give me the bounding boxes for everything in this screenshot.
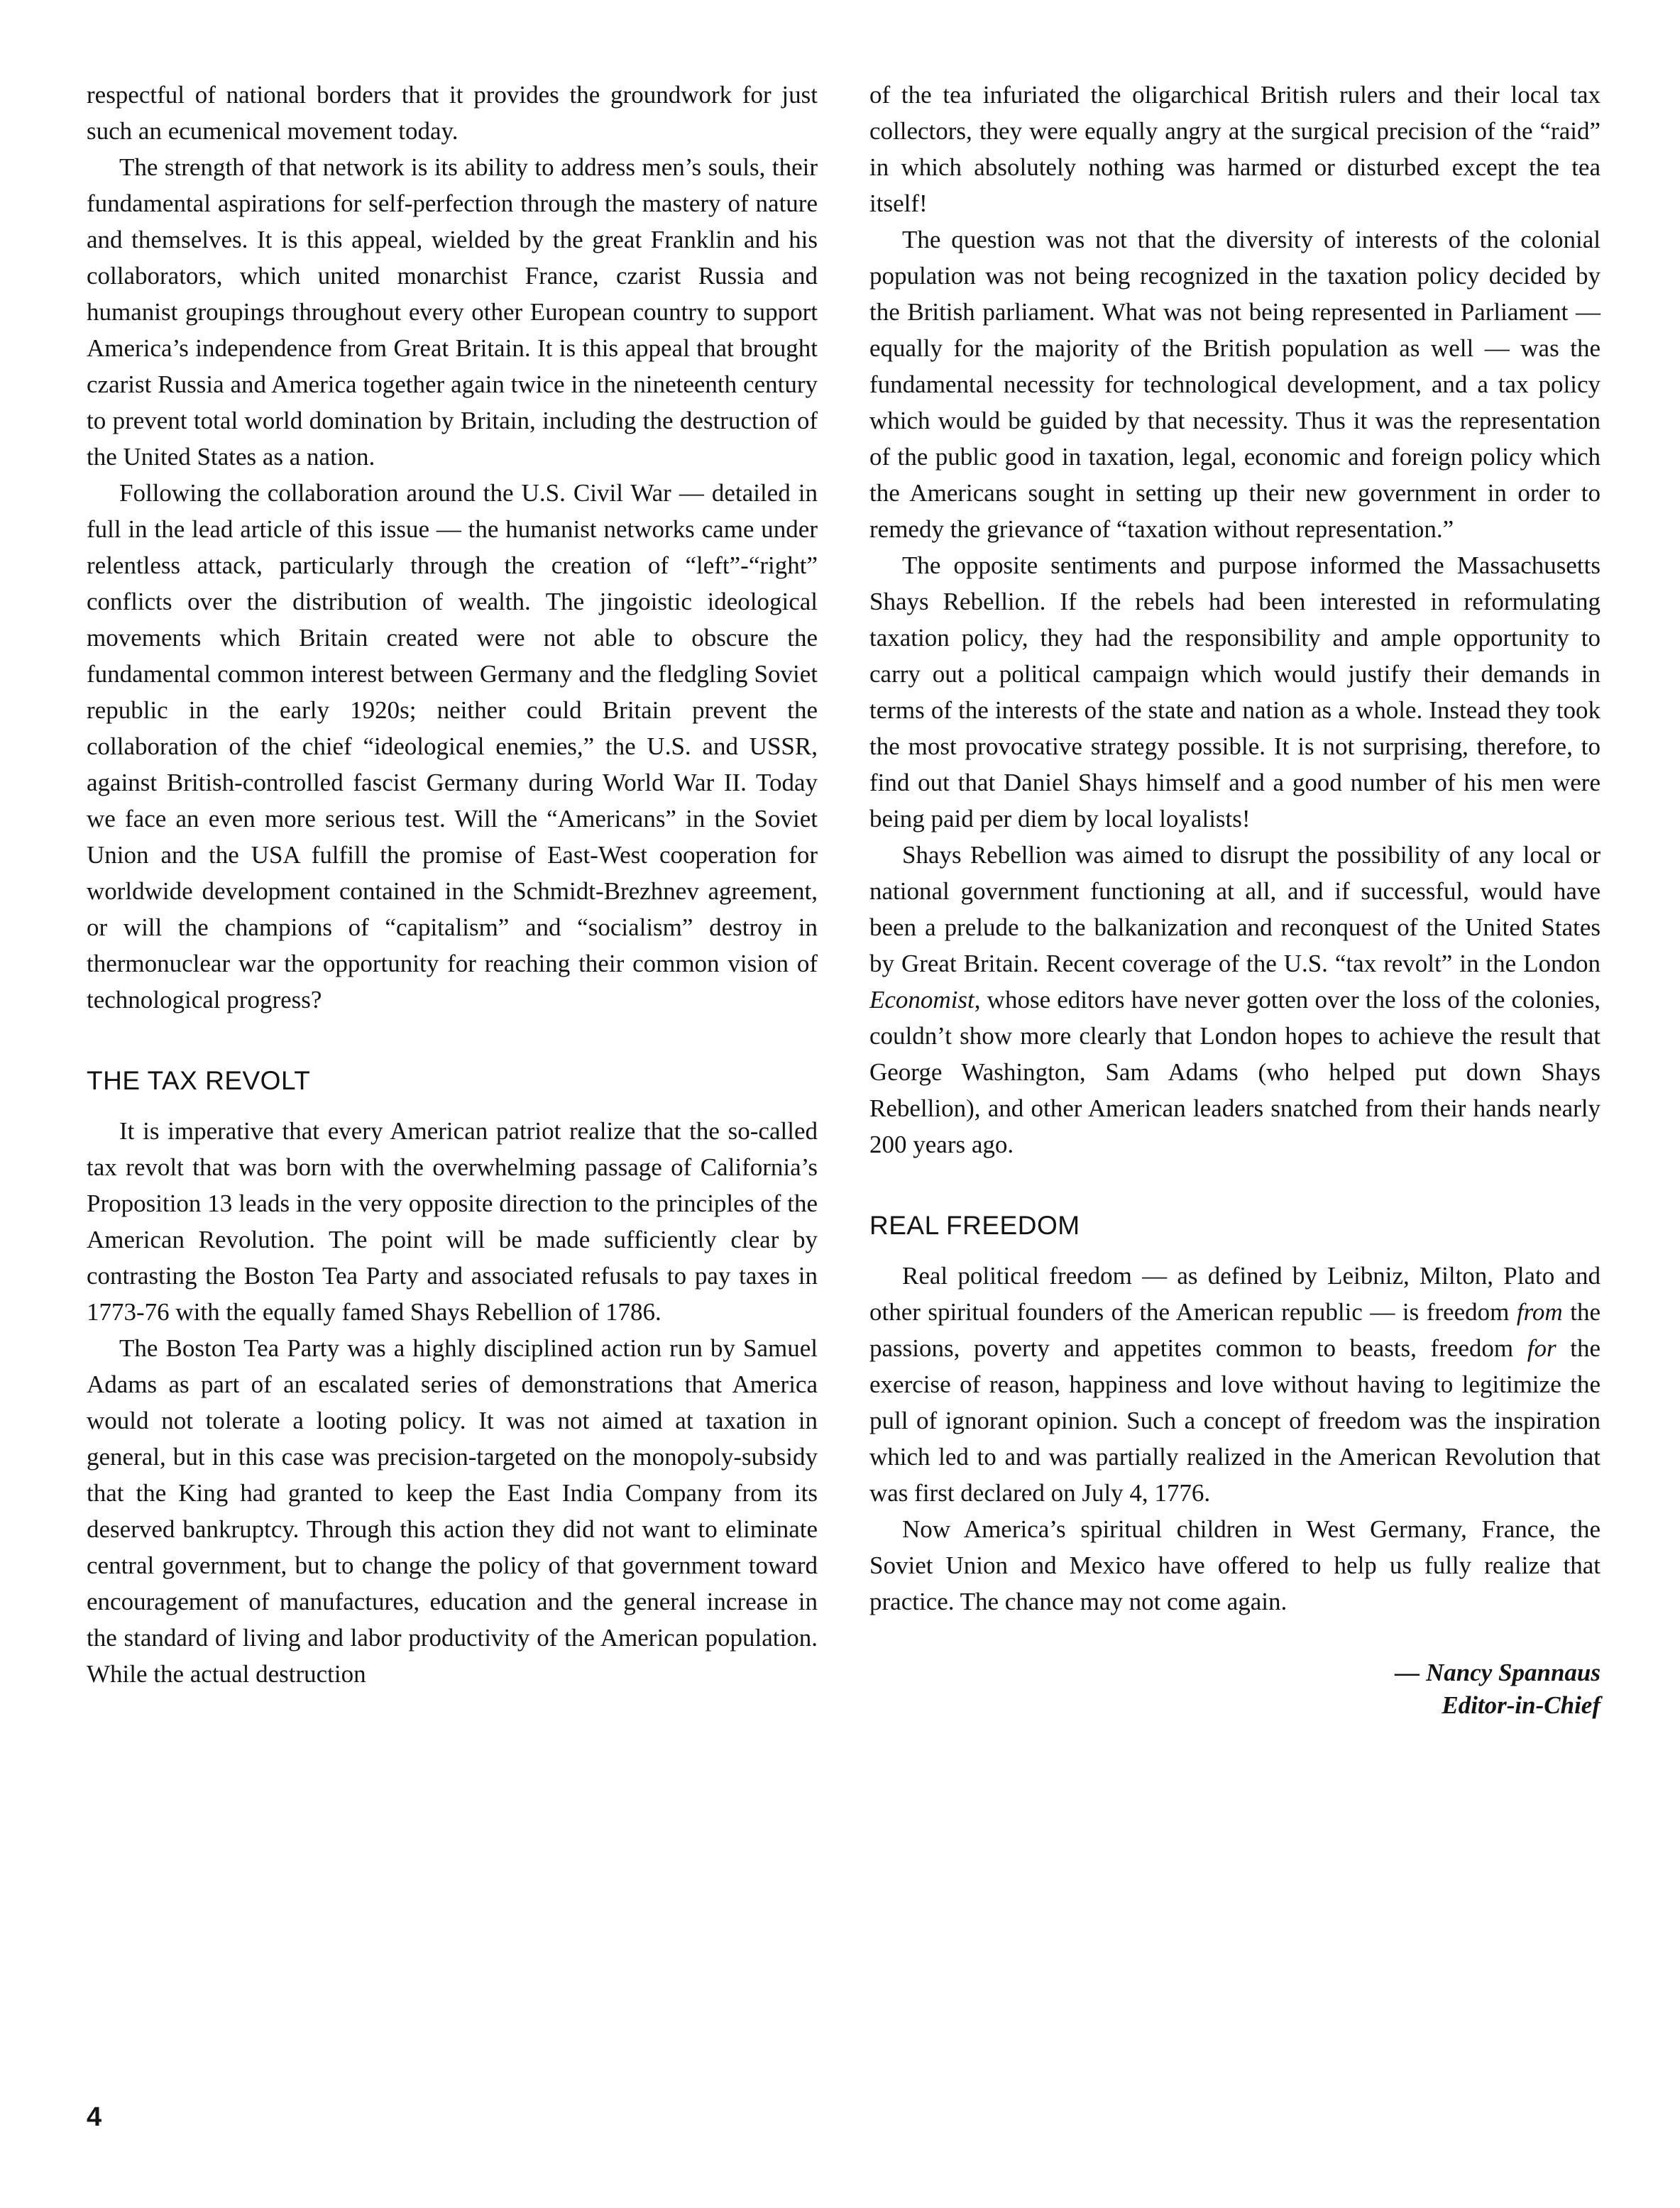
paragraph: of the tea infuriated the oligarchical British rulers and their local tax collectors, they were equally angry at the surgical precision of the “raid” in which absolutely nothing was harmed or disturbed except the tea itself! — [869, 81, 1601, 217]
paragraph: Real political freedom — as defined by Leibniz, Milton, Plato and other spiritual founders of the American republic — is freedom from the passions, poverty and appetites common to beasts, freedom for the exercise of reason, happiness and love without having to legitimize the pull of ignorant opinion. Such a concept of freedom was the inspiration which led to and was partially realized in the American Revolution that was first declared on July 4, 1776. — [869, 1262, 1601, 1507]
section-heading-tax-revolt: THE TAX REVOLT — [87, 1066, 311, 1095]
author-title: Editor-in-Chief — [1442, 1691, 1601, 1719]
paragraph: Following the collaboration around the U.S. Civil War — detailed in full in the lead article of this issue — the humanist networks came under relentless attack, particularly through the creation of “left”-“right” conflicts over the distribution of wealth. The jingoistic ideological movements which Britain created were not able to obscure the fundamental common interest between Germany and the fledgling Soviet republic in the early 1920s; neither could Britain prevent the collaboration of the chief “ideological enemies,” the U.S. and USSR, against British-controlled fascist Germany during World War II. Today we face an even more serious test. Will the “Americans” in the Soviet Union and the USA fulfill the promise of East-West cooperation for worldwide development contained in the Schmidt-Brezhnev agreement, or will the champions of “capitalism” and “socialism” destroy in thermonuclear war the opportunity for reaching their common vision of technological progress? — [87, 479, 818, 1014]
paragraph: The question was not that the diversity of interests of the colonial population was not being recognized in the taxation policy decided by the British parliament. What was not being represented in Parliament — equally for the majority of the British population as well — was the fundamental necessity for technological development, and a tax policy which would be guided by that necessity. Thus it was the representation of the public good in taxation, legal, economic and foreign policy which the Americans sought in setting up their new government in order to remedy the grievance of “taxation without representation.” — [869, 226, 1601, 543]
section-heading-real-freedom: REAL FREEDOM — [869, 1211, 1080, 1240]
author-signature — [869, 1657, 1601, 1722]
paragraph: Shays Rebellion was aimed to disrupt the possibility of any local or national government functioning at all, and if successful, would have been a prelude to the balkanization and reconquest of the United States by Great Britain. Recent coverage of the U.S. “tax revolt” in the London Economist, whose editors have never gotten over the loss of the colonies, couldn’t show more clearly that London hopes to achieve the result that George Washington, Sam Adams (who helped put down Shays Rebellion), and other American leaders snatched from their hands nearly 200 years ago. — [869, 841, 1601, 1158]
paragraph: It is imperative that every American patriot realize that the so-called tax revolt that was born with the overwhelming passage of California’s Proposition 13 leads in the very opposite direction to the principles of the American Revolution. The point will be made sufficiently clear by contrasting the Boston Tea Party and associated refusals to pay taxes in 1773-76 with the equally famed Shays Rebellion of 1786. — [87, 1117, 818, 1326]
right-column — [869, 77, 1601, 1722]
left-column — [87, 77, 818, 1692]
paragraph: The Boston Tea Party was a highly disciplined action run by Samuel Adams as part of an escalated series of demonstrations that America would not tolerate a looting policy. It was not aimed at taxation in general, but in this case was precision-targeted on the monopoly-subsidy that the King had granted to keep the East India Company from its deserved bankruptcy. Through this action they did not want to eliminate central government, but to change the policy of that government toward encouragement of manufactures, education and the general increase in the standard of living and labor productivity of the American population. While the actual destruction — [87, 1334, 818, 1688]
paragraph: respectful of national borders that it provides the groundwork for just such an ecumenical movement today. — [87, 81, 818, 145]
paragraph: Now America’s spiritual children in West Germany, France, the Soviet Union and Mexico have offered to help us fully realize that practice. The chance may not come again. — [869, 1515, 1601, 1615]
author-name: — Nancy Spannaus — [1395, 1659, 1601, 1686]
page-number: 4 — [87, 2102, 102, 2132]
paragraph: The strength of that network is its ability to address men’s souls, their fundamental aspirations for self-perfection through the mastery of nature and themselves. It is this appeal, wielded by the great Franklin and his collaborators, which united monarchist France, czarist Russia and humanist groupings throughout every other European country to support America’s independence from Great Britain. It is this appeal that brought czarist Russia and America together again twice in the nineteenth century to prevent total world domination by Britain, including the destruction of the United States as a nation. — [87, 153, 818, 471]
paragraph: The opposite sentiments and purpose informed the Massachusetts Shays Rebellion. If the rebels had been interested in reformulating taxation policy, they had the responsibility and ample opportunity to carry out a political campaign which would justify their demands in terms of the interests of the state and nation as a whole. Instead they took the most provocative strategy possible. It is not surprising, therefore, to find out that Daniel Shays himself and a good number of his men were being paid per diem by local loyalists! — [869, 551, 1601, 833]
